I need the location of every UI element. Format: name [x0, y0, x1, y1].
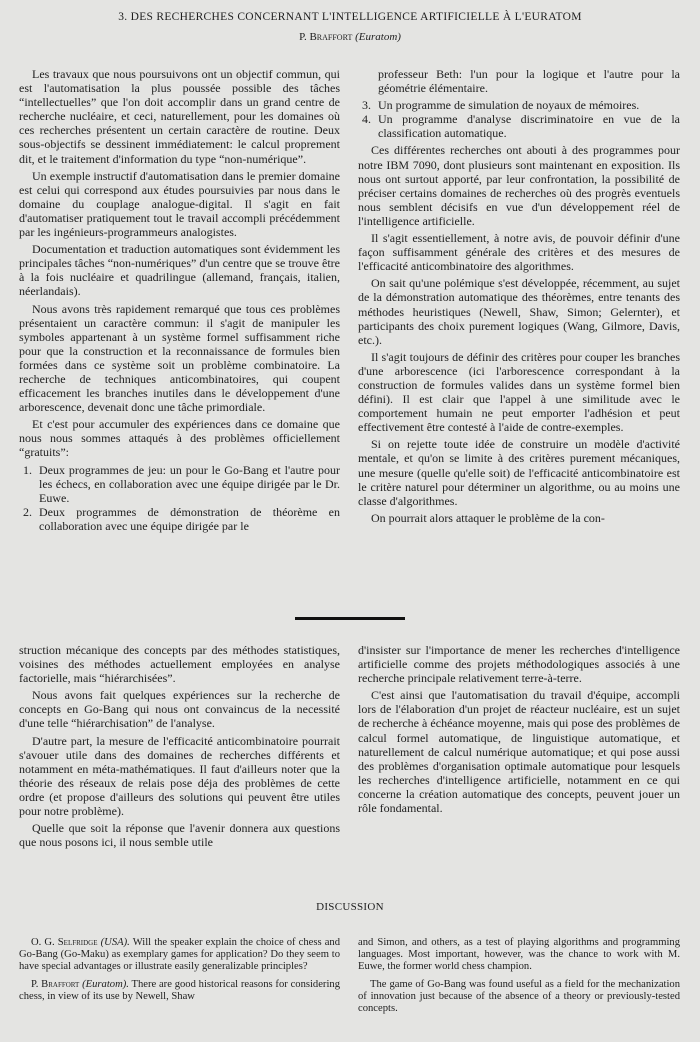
article-title: 3. DES RECHERCHES CONCERNANT L'INTELLIGENCE ARTIFICIELLE À L'EURATOM [118, 11, 582, 23]
paragraph: struction mécanique des concepts par des méthodes statistiques, voisines des méthodes actuellement employées en analyse factorielle, mais “hiérarchisées”. [19, 643, 340, 686]
paragraph: Il s'agit essentiellement, à notre avis, de pouvoir définir d'une façon suffisamment générale des critères et des mesures de l'efficacité anticombinatoire des algorithmes. [358, 231, 680, 274]
list-item: 1. Deux programmes de jeu: un pour le Go-Bang et l'autre pour les échecs, en collaboration avec une équipe dirigée par le Dr. Euwe. [35, 463, 340, 505]
paragraph: D'autre part, la mesure de l'efficacité anticombinatoire pourrait s'avouer utile dans des domaines de recherches différents et notamment en méta-mathématiques. Il faut d'ailleurs noter que la théorie des réseaux de relais pose déja des problèmes de cette ordre (et propose d'ailleurs des solutions qui peuvent être utiles pour notre problème). [19, 733, 340, 819]
discussion-right [358, 937, 680, 1020]
paragraph: Quelle que soit la réponse que l'avenir donnera aux questions que nous posons ici, il nous semble utile [19, 821, 340, 850]
numbered-list [19, 463, 340, 533]
speaker-name: O. G. Selfridge [31, 937, 98, 948]
speaker-affiliation: (USA). [100, 937, 130, 948]
paragraph: Nous avons très rapidement remarqué que tous ces problèmes présentaient un caractère commun: il s'agit de manipuler les symboles appartenant à un système formel suffisamment riche pour que la construction et la reconnaissance de formules bien formées dans ce système soit un problème combinatoire. La recherche de techniques anticombinatoires, qui coupent efficacement les branches inutiles dans le développement d'une arborescence, devenait donc une tâche primordiale. [19, 301, 340, 415]
paragraph: C'est ainsi que l'automatisation du travail d'équipe, accompli lors de l'élaboration d'un projet de réacteur nucléaire, est un sujet de recherche à échéance moyenne, mais qui pose des problèmes de calcul formel automatique, de linguistique automatique, et naturellement de calcul numérique automatique; et qui pose aussi des problèmes d'organisation optimale automatique pour lesquels les recherches d'intelligence artificielle, notamment en ce qui concerne la création automatique des concepts, peuvent jouer un rôle fondamental. [358, 688, 680, 816]
numbered-list [358, 98, 680, 140]
paragraph: d'insister sur l'importance de mener les recherches d'intelligence artificielle comme des projets méthodologiques associés à une recherche principale relativement terre-à-terre. [358, 643, 680, 686]
speaker-affiliation: (Euratom). [82, 978, 129, 990]
list-item: 3. Un programme de simulation de noyaux de mémoires. [374, 98, 680, 112]
discussion-answer: P. Braffort (Euratom). There are good historical reasons for considering chess, in view of its use by Newell, Shaw [19, 978, 340, 1002]
speaker-name: P. Braffort [31, 978, 80, 990]
discussion-answer: The game of Go-Bang was found useful as a field for the mechanization of innovation just because of the absence of a theory or previously-tested concepts. [358, 978, 680, 1015]
column-right-top [358, 67, 680, 528]
paragraph: Il s'agit toujours de définir des critères pour couper les branches d'une arborescence (ici l'arborescence correspondant à la construction de formules valides dans un système formel bien défini). Il est clair que l'appel à une similitude avec le comportement humain ne peut emporter l'adhésion et peut effectivement être contesté à l'aide de contre-exemples. [358, 349, 680, 435]
column-right-bottom [358, 643, 680, 818]
list-item: 2. Deux programmes de démonstration de théorème en collaboration avec une équipe dirigée par le [35, 505, 340, 533]
paragraph: Nous avons fait quelques expériences sur la recherche de concepts en Go-Bang qui nous ont convaincus de la necessité d'une telle “hiérarchisation” de l'analyse. [19, 688, 340, 731]
author-name: P. Braffort [299, 31, 353, 43]
discussion-heading: DISCUSSION [316, 901, 384, 913]
paragraph: Un exemple instructif d'automatisation dans le premier domaine est celui qui correspond aux études poursuivies par nous dans le domaine du couplage analogue-digital. Il s'agit en fait d'automatiser pratiquement tout le travail accompli précédemment par les ingénieurs-programmeurs analogistes. [19, 168, 340, 240]
list-item: 4. Un programme d'analyse discriminatoire en vue de la classification automatique. [374, 112, 680, 140]
author-affiliation: (Euratom) [355, 31, 401, 43]
column-left-bottom [19, 643, 340, 852]
paragraph: Et c'est pour accumuler des expériences dans ce domaine que nous nous sommes attaqués à des problèmes officiellement “gratuits”: [19, 417, 340, 460]
column-left-top [19, 67, 340, 536]
paragraph: On pourrait alors attaquer le problème de la con- [371, 510, 605, 525]
discussion-question: O. G. Selfridge (USA). Will the speaker explain the choice of chess and Go-Bang (Go-Maku) as exemplary games for application? Do they seem to have special advantages or illustrate easily generalizable principles? [19, 937, 341, 973]
author-line [0, 31, 700, 43]
discussion-answer-continuation: and Simon, and others, as a test of playing algorithms and programming languages. Most important, however, was the chance to work with M. Euwe, the former world chess champion. [358, 937, 680, 973]
paragraph: Les travaux que nous poursuivons ont un objectif commun, qui est l'automatisation la plus poussée possible des tâches “intellectuelles” que l'on doit accomplir dans un grand centre de recherche nucléaire, et ceci, naturellement, pour les domaines où ces recherches présentent un certain caractère de routine. Deux sous-objectifs se dessinent immédiatement: le calcul proprement dit, et le traitement d'information du type “non-numérique”. [19, 67, 340, 166]
section-divider [295, 617, 405, 620]
paragraph: Documentation et traduction automatiques sont évidemment les principales tâches “non-numériques” d'un centre que se trouve être à la fois nucléaire et quadrilingue (allemand, français, italien, néerlandais). [19, 242, 340, 299]
list-item-continuation: professeur Beth: l'un pour la logique et l'autre pour la géométrie élémentaire. [378, 67, 680, 96]
paragraph: Ces différentes recherches ont abouti à des programmes pour notre IBM 7090, dont plusieurs sont maintenant en exposition. Ils nous ont surtout apporté, par leur confrontation, la possibilité de préciser certains domaines de recherches où des progrès eventuels nous semblent décisifs en vue d'un développement réel de l'intelligence artificielle. [358, 143, 680, 228]
paragraph: Si on rejette toute idée de construire un modèle d'activité mentale, et qu'on se limite à des critères purement mécaniques, une mesure (quelle qu'elle soit) de l'efficacité anticombinatoire est le critère naturel pour déterminer un algorithme, ou au moins une classe d'algorithmes. [358, 437, 680, 508]
paragraph: On sait qu'une polémique s'est développée, récemment, au sujet de la démonstration automatique des théorèmes, entre tenants des méthodes heuristiques (Newell, Shaw, Simon; Gelernter), et participants des choix purement logiques (Wang, Gilmore, Davis, etc.). [358, 276, 680, 347]
discussion-left [19, 937, 340, 1008]
